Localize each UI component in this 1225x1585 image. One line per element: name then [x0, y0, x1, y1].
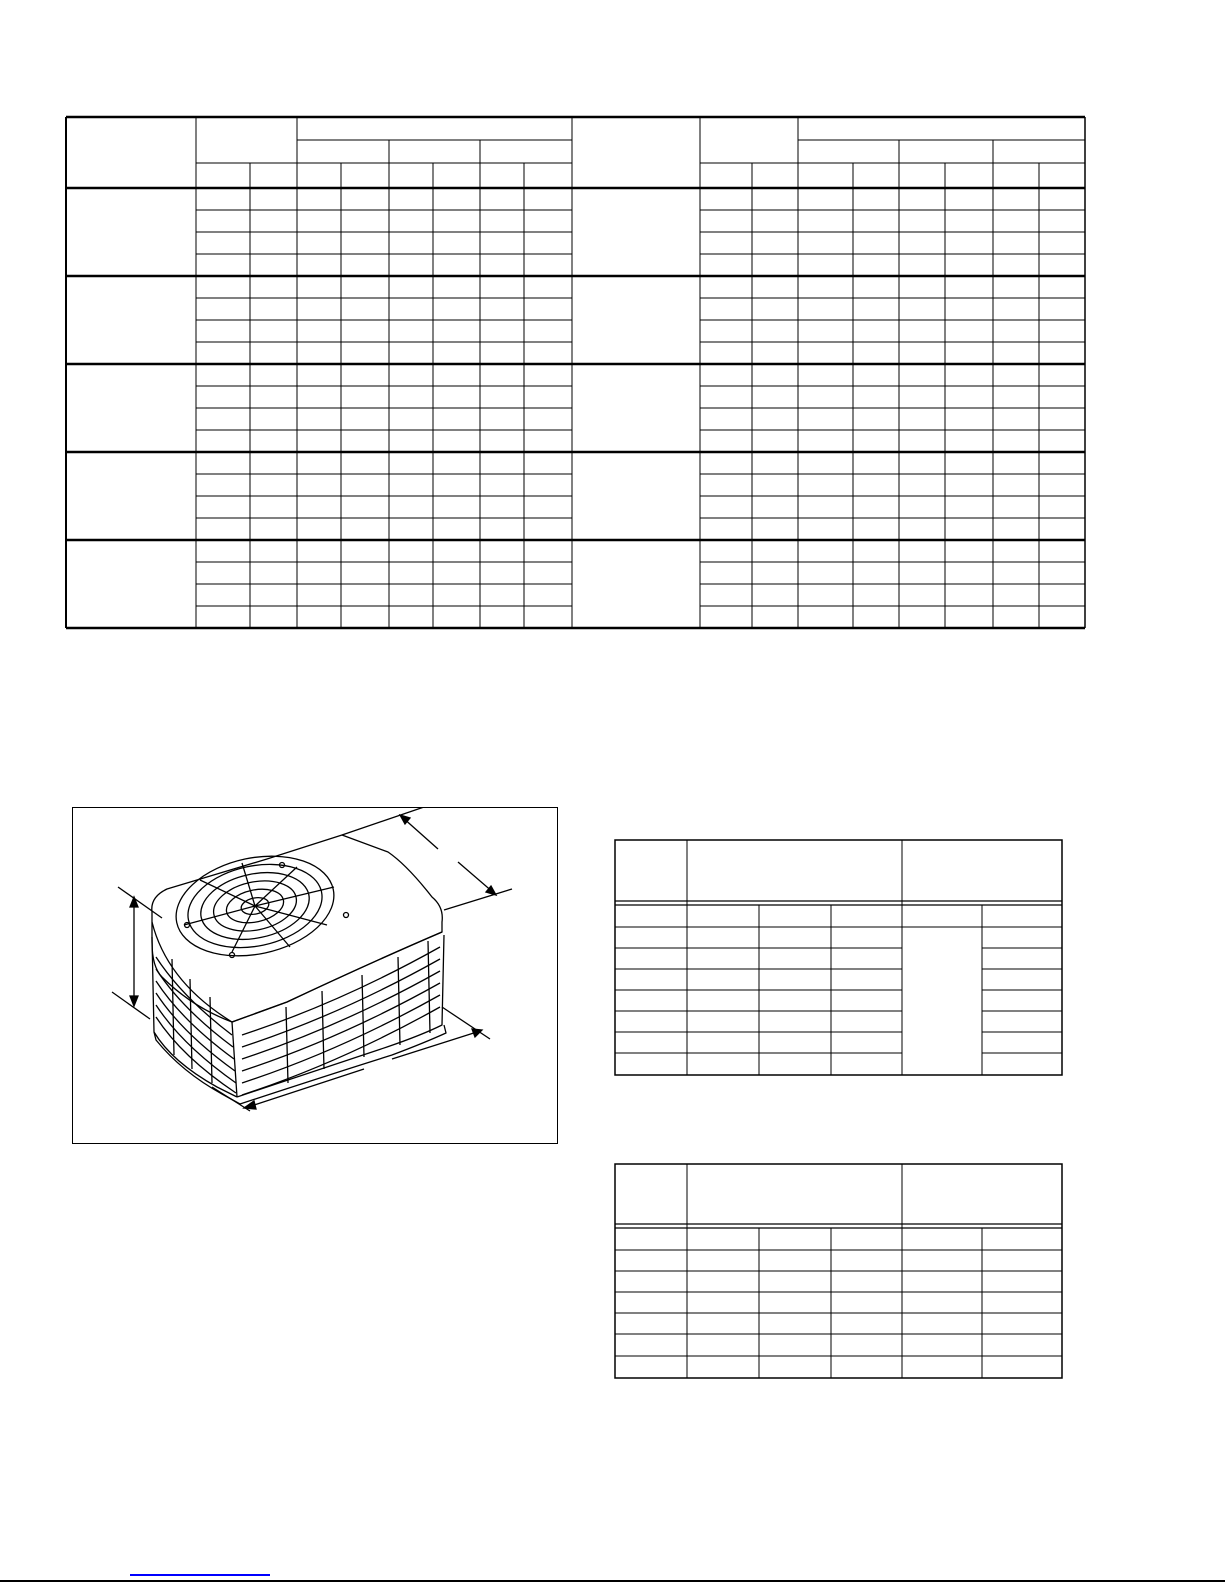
footer-link[interactable]	[130, 1574, 270, 1576]
right-bottom-table	[610, 1160, 1065, 1382]
condenser-unit-illustration	[72, 807, 558, 1144]
footer-rule	[0, 1580, 1225, 1582]
main-data-table	[0, 0, 1225, 660]
right-top-table	[610, 836, 1065, 1078]
